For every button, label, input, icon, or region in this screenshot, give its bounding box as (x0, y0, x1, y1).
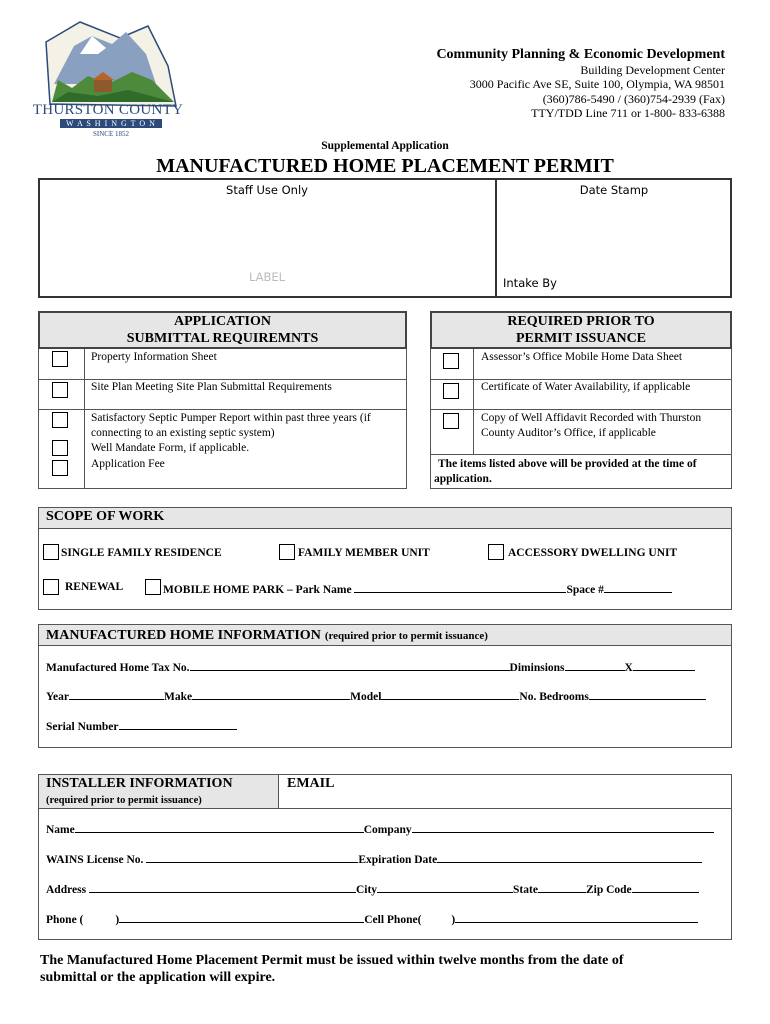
phone-field[interactable] (119, 911, 364, 923)
submittal-row-line (38, 379, 407, 380)
prior-item: Certificate of Water Availability, if applicable (481, 381, 691, 393)
dimensions-x: X (624, 662, 633, 674)
serial-field[interactable] (119, 718, 237, 730)
city-label: City (355, 884, 378, 896)
footer-note-1: The Manufactured Home Placement Permit must be issued within twelve months from the date of (40, 953, 624, 968)
submittal-col-divider (84, 349, 85, 489)
tax-field[interactable] (190, 659, 510, 671)
dept-address: 3000 Pacific Ave SE, Suite 100, Olympia, WA 98501 (469, 77, 725, 91)
checkbox-septic-report[interactable] (52, 412, 68, 428)
checkbox-well-mandate[interactable] (52, 440, 68, 456)
cell-field[interactable] (455, 911, 698, 923)
checkbox-water-availability[interactable] (443, 383, 459, 399)
checkbox-adu[interactable] (488, 544, 504, 560)
company-label: Company (363, 824, 412, 836)
submittal-item: Satisfactory Septic Pumper Report within past three years (if (91, 412, 371, 424)
mh-title: MANUFACTURED HOME INFORMATION (46, 628, 321, 643)
installer-header-line (38, 808, 732, 809)
mh-row-year (46, 688, 706, 703)
expiration-label: Expiration Date (358, 854, 438, 866)
installer-row-name (46, 821, 714, 836)
prior-title-2: PERMIT ISSUANCE (515, 331, 647, 346)
space-field[interactable] (604, 581, 672, 593)
submittal-row-line (38, 409, 407, 410)
dept-phone: (360)786-5490 / (360)754-2939 (Fax) (542, 91, 725, 106)
prior-note: The items listed above will be provided at the time of (438, 458, 697, 470)
checkbox-mobile-park[interactable] (145, 579, 161, 595)
phone-label: Phone ( (46, 914, 84, 926)
submittal-item: Property Information Sheet (91, 351, 217, 363)
prior-item: Copy of Well Affidavit Recorded with Thurston (481, 412, 702, 424)
expiration-field[interactable] (437, 851, 702, 863)
submittal-title-2: SUBMITTAL REQUIREMNTS (126, 331, 319, 346)
mh-title-row (46, 626, 488, 644)
cell-label: Cell Phone( (364, 914, 422, 926)
space-label: Space # (566, 584, 604, 596)
zip-field[interactable] (632, 881, 699, 893)
state-field[interactable] (538, 881, 586, 893)
mh-row-serial (46, 718, 237, 733)
park-name-label: MOBILE HOME PARK – Park Name (163, 584, 352, 596)
prior-col-divider (473, 349, 474, 454)
park-name-field[interactable] (354, 581, 566, 593)
prior-item: County Auditor’s Office, if applicable (481, 427, 656, 439)
address-field[interactable] (89, 881, 356, 893)
prior-row-line (430, 454, 732, 455)
email-label: EMAIL (287, 776, 335, 791)
submittal-item: Well Mandate Form, if applicable. (91, 442, 250, 454)
installer-row-phone (46, 911, 698, 926)
scope-member-label: FAMILY MEMBER UNIT (298, 547, 430, 559)
mh-header-line (38, 645, 732, 646)
year-field[interactable] (69, 688, 164, 700)
city-field[interactable] (377, 881, 513, 893)
installer-note: (required prior to permit issuance) (46, 795, 202, 806)
mh-note: (required prior to permit issuance) (324, 630, 488, 642)
checkbox-application-fee[interactable] (52, 460, 68, 476)
prior-item: Assessor’s Office Mobile Home Data Sheet (481, 351, 683, 363)
wains-label: WAINS License No. (46, 854, 144, 866)
dept-tty: TTY/TDD Line 711 or 1-800- 833-6388 (531, 106, 725, 120)
bedrooms-label: No. Bedrooms (519, 691, 589, 703)
page-title: MANUFACTURED HOME PLACEMENT PERMIT (156, 155, 614, 177)
year-label: Year (46, 691, 69, 703)
prior-row-line (430, 379, 732, 380)
serial-label: Serial Number (46, 721, 119, 733)
model-label: Model (350, 691, 382, 703)
date-stamp-label: Date Stamp (579, 183, 649, 197)
installer-row-address (46, 881, 699, 896)
logo-since: SINCE 1852 (93, 130, 129, 138)
tax-label: Manufactured Home Tax No. (46, 662, 190, 674)
name-label: Name (46, 824, 75, 836)
company-field[interactable] (412, 821, 714, 833)
checkbox-family-member[interactable] (279, 544, 295, 560)
center-name: Building Development Center (580, 62, 725, 77)
model-field[interactable] (381, 688, 519, 700)
logo-state: W A S H I N G T O N (60, 119, 162, 128)
scope-single-label: SINGLE FAMILY RESIDENCE (61, 547, 222, 559)
dimensions-width-field[interactable] (565, 659, 625, 671)
checkbox-property-info[interactable] (52, 351, 68, 367)
dept-header (436, 48, 725, 121)
park-name-row (163, 581, 672, 596)
scope-header-line (38, 528, 732, 529)
mh-row-tax (46, 659, 695, 674)
installer-header-divider (278, 774, 279, 808)
address-label: Address (46, 884, 87, 896)
staff-divider (495, 178, 497, 298)
scope-title: SCOPE OF WORK (46, 509, 165, 524)
submittal-item: Site Plan Meeting Site Plan Submittal Requirements (91, 381, 332, 393)
prior-note: application. (434, 473, 492, 485)
logo-county-name: THURSTON COUNTY (32, 102, 184, 118)
submittal-item: connecting to an existing septic system) (91, 427, 275, 439)
name-field[interactable] (75, 821, 364, 833)
submittal-item: Application Fee (91, 458, 165, 470)
staff-use-label: Staff Use Only (226, 183, 308, 197)
make-field[interactable] (192, 688, 350, 700)
checkbox-renewal[interactable] (43, 579, 59, 595)
installer-title: INSTALLER INFORMATION (46, 776, 233, 791)
dimensions-length-field[interactable] (633, 659, 695, 671)
prior-row-line (430, 409, 732, 410)
intake-by-label: Intake By (503, 276, 557, 290)
checkbox-assessor-sheet[interactable] (443, 353, 459, 369)
wains-field[interactable] (146, 851, 358, 863)
installer-row-wains (46, 851, 702, 866)
scope-adu-label: ACCESSORY DWELLING UNIT (508, 547, 678, 559)
bedrooms-field[interactable] (589, 688, 706, 700)
supplemental-label: Supplemental Application (321, 140, 449, 152)
cell-close: ) (451, 914, 456, 926)
make-label: Make (164, 691, 193, 703)
zip-label: Zip Code (585, 884, 632, 896)
footer-note-2: submittal or the application will expire. (40, 970, 276, 985)
prior-title-1: REQUIRED PRIOR TO (507, 314, 655, 329)
checkbox-site-plan[interactable] (52, 382, 68, 398)
phone-close: ) (115, 914, 120, 926)
scope-renewal-label: RENEWAL (65, 581, 124, 593)
submittal-title-1: APPLICATION (174, 314, 271, 329)
dimensions-label: Diminsions (509, 662, 565, 674)
label-placeholder: LABEL (248, 270, 286, 284)
checkbox-single-family[interactable] (43, 544, 59, 560)
dept-name: Community Planning & Economic Development (436, 47, 725, 62)
checkbox-well-affidavit[interactable] (443, 413, 459, 429)
state-label: State (513, 884, 538, 896)
